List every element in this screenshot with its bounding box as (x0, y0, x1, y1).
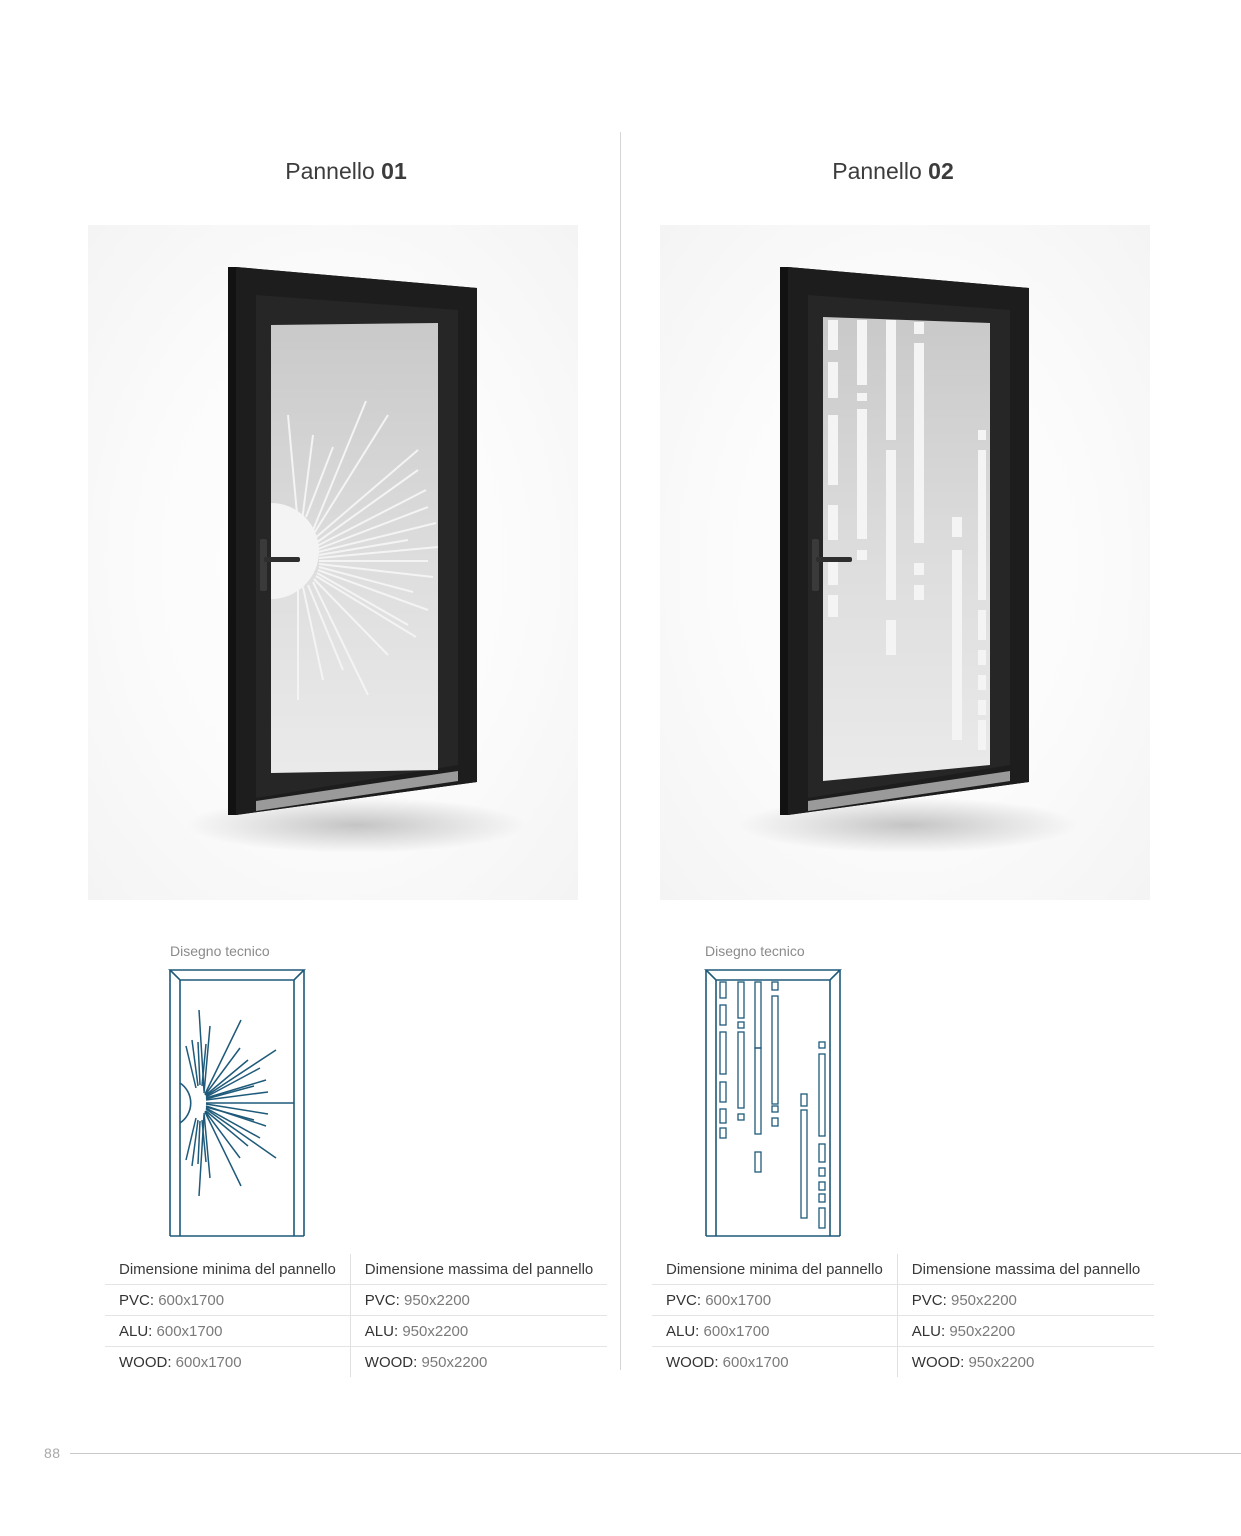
panel-02-door-image (660, 225, 1150, 900)
panel-02-photo (660, 225, 1150, 900)
min-value: 600x1700 (722, 1353, 789, 1371)
table-row (105, 1316, 607, 1347)
max-value: 950x2200 (949, 1322, 1016, 1340)
header-max: Dimensione massima del pannello (350, 1254, 607, 1285)
panel-01-door-image (88, 225, 578, 900)
header-min: Dimensione minima del pannello (666, 1260, 883, 1278)
panel-01-dimension-table (105, 1254, 607, 1377)
glass-pane (823, 317, 990, 781)
material-label: WOOD: (911, 1353, 965, 1371)
max-value: 950x2200 (950, 1291, 1017, 1309)
material-label: ALU: (911, 1322, 946, 1340)
max-value: 950x2200 (968, 1353, 1035, 1371)
material-label: WOOD: (666, 1353, 719, 1371)
material-label: ALU: (666, 1322, 700, 1340)
min-value: 600x1700 (175, 1353, 242, 1371)
table-row (105, 1347, 607, 1378)
door-handle-plate (812, 539, 819, 591)
material-label: WOOD: (119, 1353, 172, 1371)
material-label: PVC: (911, 1291, 947, 1309)
table-row (105, 1285, 607, 1316)
material-label: ALU: (119, 1322, 153, 1340)
material-label: WOOD: (364, 1353, 418, 1371)
min-value: 600x1700 (705, 1291, 772, 1309)
panel-02-title (743, 158, 1043, 185)
table-row (652, 1285, 1154, 1316)
min-value: 600x1700 (703, 1322, 770, 1340)
door-handle (264, 557, 300, 562)
min-value: 600x1700 (156, 1322, 223, 1340)
door-handle-plate (260, 539, 267, 591)
panel-01-title-number: 01 (381, 158, 407, 184)
max-value: 950x2200 (403, 1291, 470, 1309)
panel-02-tech-caption: Disegno tecnico (705, 943, 805, 959)
panel-02-title-prefix: Pannello (832, 158, 922, 184)
panel-01-tech-caption: Disegno tecnico (170, 943, 270, 959)
max-value: 950x2200 (421, 1353, 488, 1371)
max-value: 950x2200 (402, 1322, 469, 1340)
page-number: 88 (44, 1445, 61, 1461)
material-label: ALU: (364, 1322, 399, 1340)
panel-02-technical-drawing (704, 968, 842, 1238)
panel-01-technical-drawing (168, 968, 306, 1238)
material-label: PVC: (119, 1291, 155, 1309)
material-label: PVC: (364, 1291, 400, 1309)
column-divider (620, 132, 621, 1370)
header-max: Dimensione massima del pannello (897, 1254, 1154, 1285)
footer-rule (70, 1453, 1241, 1454)
panel-02-dimension-table (652, 1254, 1154, 1377)
material-label: PVC: (666, 1291, 702, 1309)
door-handle (816, 557, 852, 562)
panel-01-title-prefix: Pannello (285, 158, 375, 184)
header-min: Dimensione minima del pannello (119, 1260, 336, 1278)
drawing-bars (720, 982, 825, 1228)
panel-01-title (196, 158, 496, 185)
min-value: 600x1700 (158, 1291, 225, 1309)
table-row (652, 1347, 1154, 1378)
panel-01-photo (88, 225, 578, 900)
panel-02-title-number: 02 (928, 158, 954, 184)
table-row (652, 1316, 1154, 1347)
